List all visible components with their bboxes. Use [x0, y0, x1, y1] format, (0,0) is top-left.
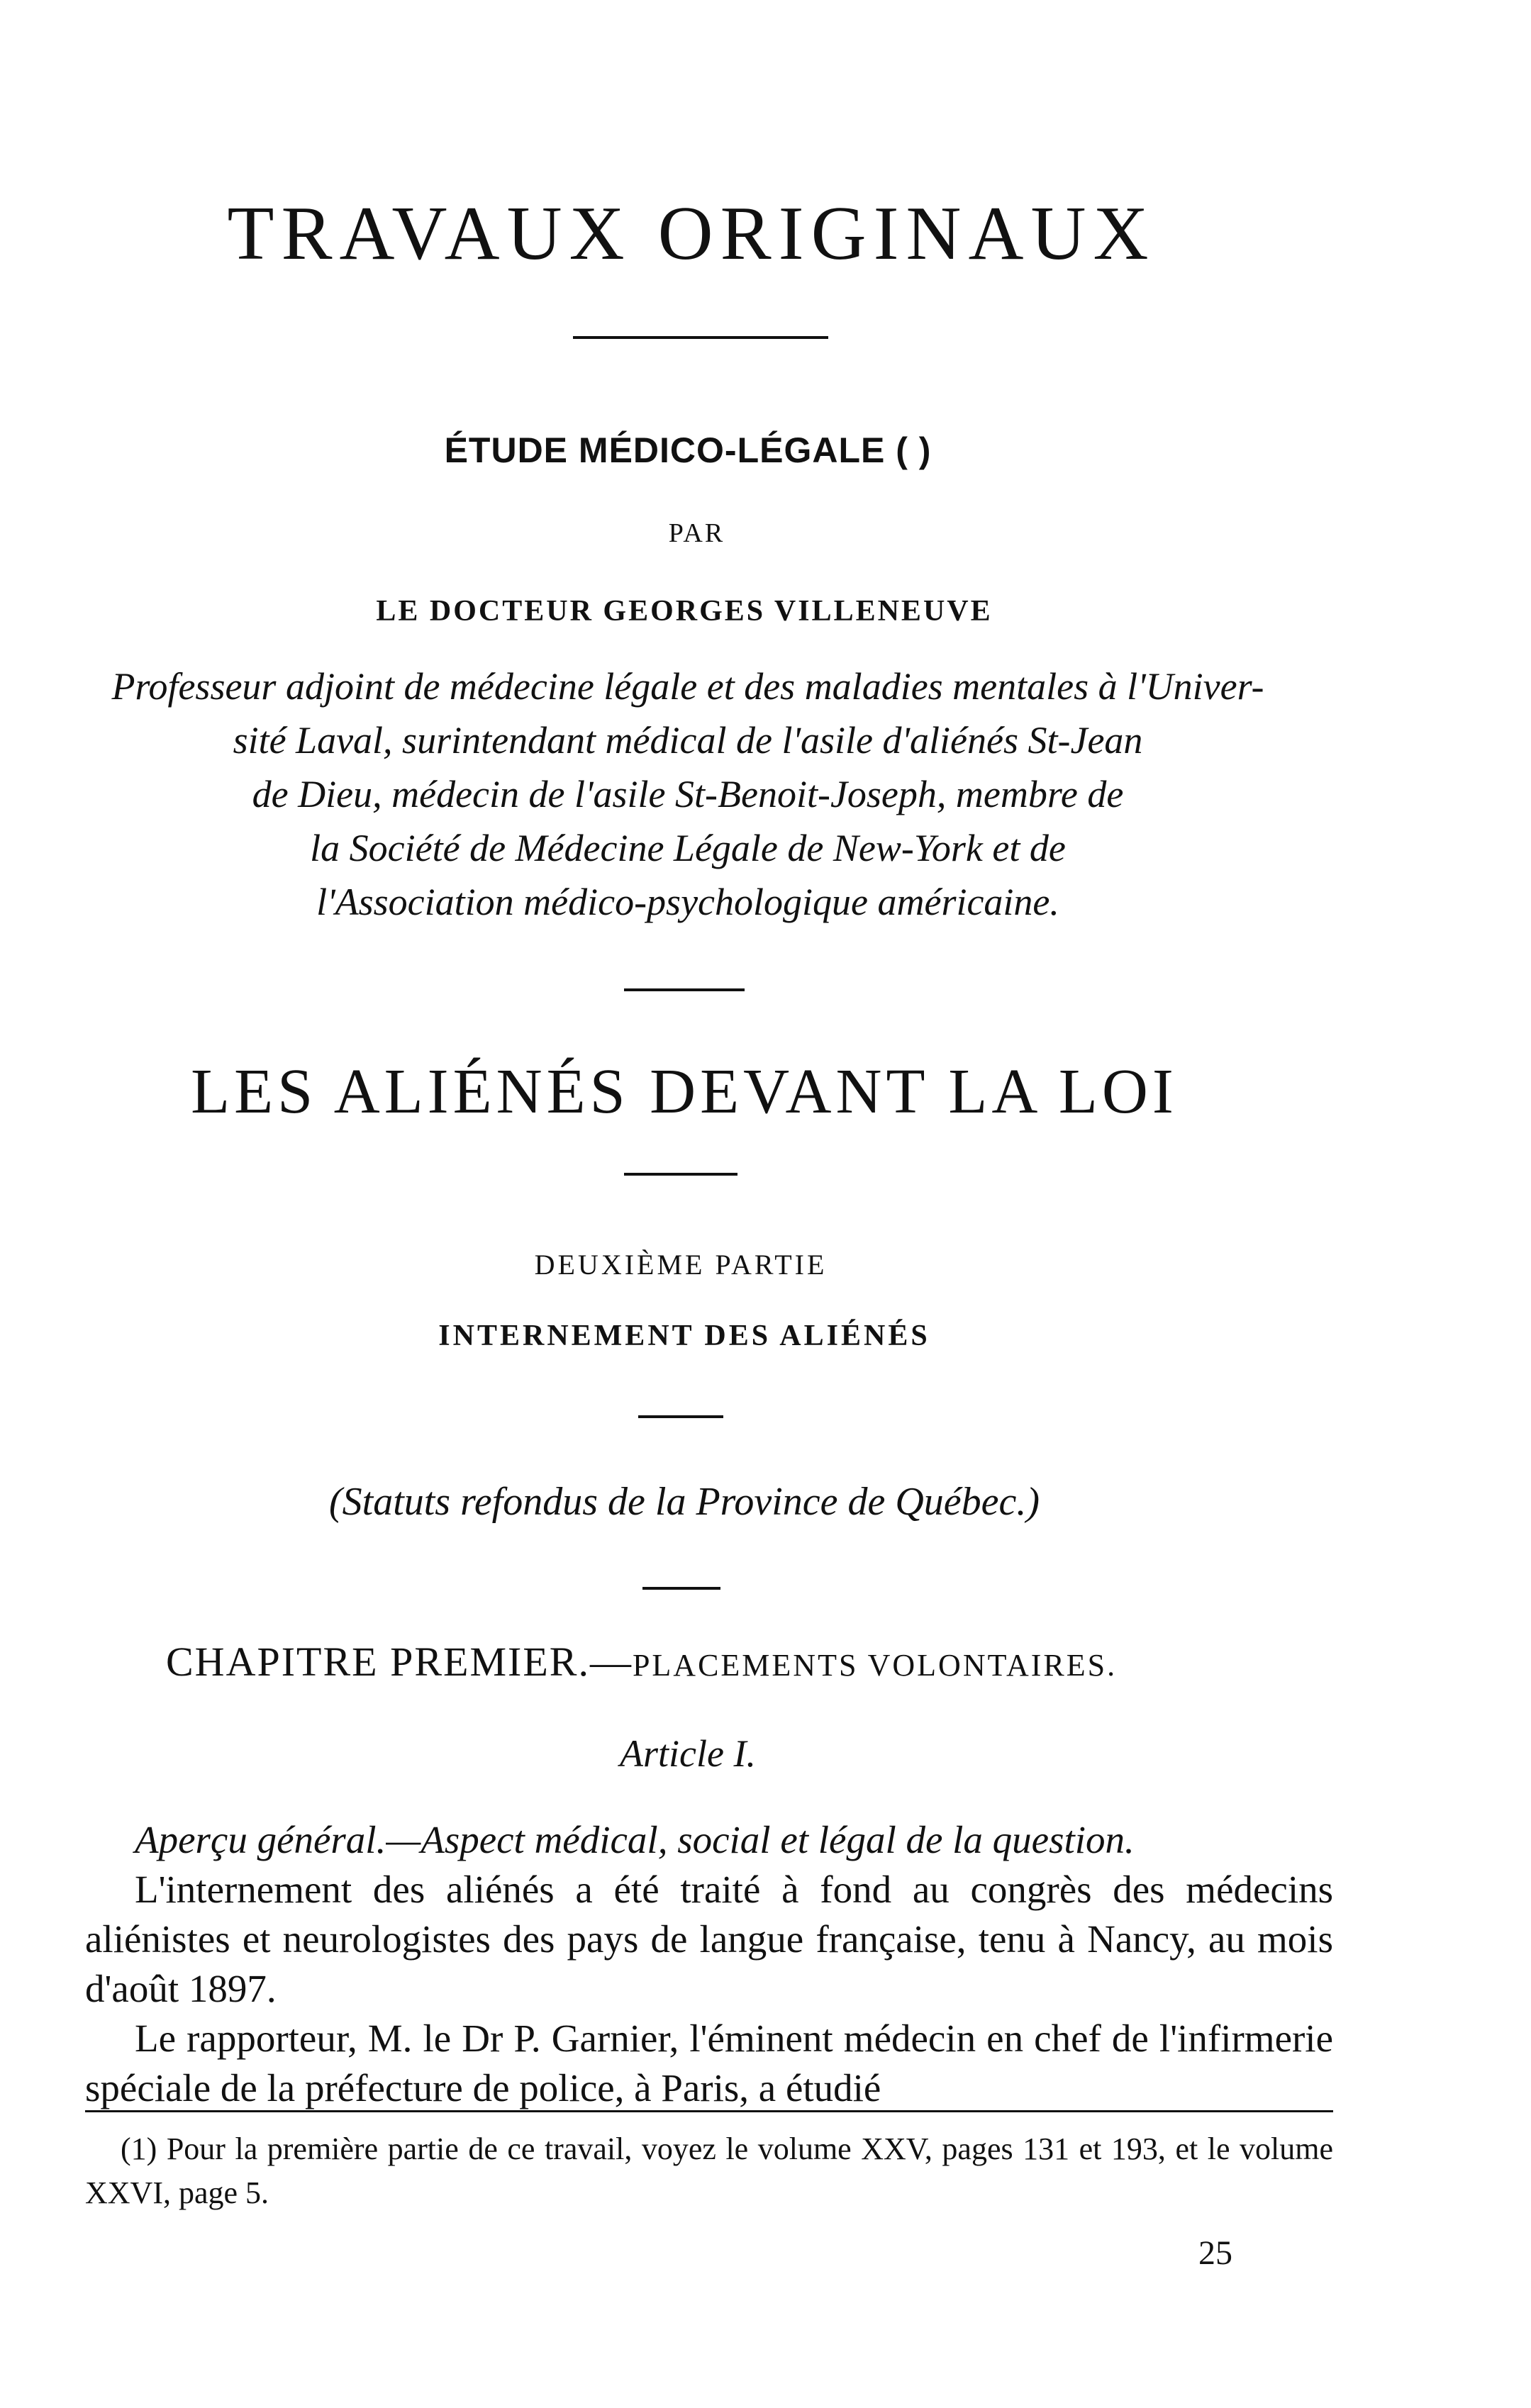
- author-affiliation: [0, 659, 1376, 929]
- footnote-text: (1) Pour la première partie de ce travail, voyez le volume XXV, pages 131 et 193, et le volume XXVI, page 5.: [85, 2131, 1333, 2210]
- footnote: [85, 2127, 1333, 2215]
- study-heading: ÉTUDE MÉDICO-LÉGALE ( ): [444, 430, 932, 470]
- paragraph: Le rapporteur, M. le Dr P. Garnier, l'éminent médecin en chef de l'infirmerie spéciale de la préfecture de police, à Paris, a étudié: [85, 2017, 1333, 2109]
- subtitle-rule: [638, 1415, 723, 1418]
- affiliation-line: l'Association médico-psychologique américaine.: [316, 881, 1059, 923]
- chapter-heading: [166, 1638, 1117, 1685]
- body-text: [85, 1815, 1333, 2113]
- main-title: TRAVAUX ORIGINAUX: [227, 191, 1156, 276]
- affiliation-line: de Dieu, médecin de l'asile St-Benoit-Joseph, membre de: [252, 773, 1124, 815]
- overview-line: Aperçu général.—Aspect médical, social et légal de la question.: [135, 1818, 1135, 1861]
- page-number: 25: [1198, 2234, 1232, 2272]
- affiliation-line: sité Laval, surintendant médical de l'asile d'aliénés St-Jean: [233, 719, 1143, 762]
- affiliation-rule: [624, 988, 745, 991]
- footnote-rule: [85, 2110, 1333, 2112]
- affiliation-line: la Société de Médecine Légale de New-York et de: [310, 827, 1066, 869]
- statutes-note: (Statuts refondus de la Province de Québec.): [328, 1480, 1040, 1524]
- chapter-subject: PLACEMENTS VOLONTAIRES.: [632, 1648, 1118, 1683]
- affiliation-line: Professeur adjoint de médecine légale et des maladies mentales à l'Univer-: [111, 665, 1264, 708]
- statutes-rule: [642, 1587, 720, 1590]
- part-subtitle: INTERNEMENT DES ALIÉNÉS: [438, 1320, 930, 1352]
- section-title: LES ALIÉNÉS DEVANT LA LOI: [191, 1057, 1178, 1127]
- article-heading: Article I.: [620, 1732, 756, 1775]
- author-name: LE DOCTEUR GEORGES VILLENEUVE: [376, 595, 993, 628]
- section-rule: [624, 1173, 737, 1176]
- part-heading: DEUXIÈME PARTIE: [534, 1249, 828, 1281]
- paragraph: L'internement des aliénés a été traité à fond au congrès des médecins aliénistes et neurologistes des pays de langue française, tenu à Nancy, au mois d'août 1897.: [85, 1868, 1333, 2010]
- by-label: PAR: [668, 518, 725, 548]
- chapter-main: CHAPITRE PREMIER.—: [166, 1639, 633, 1685]
- title-rule: [573, 336, 828, 339]
